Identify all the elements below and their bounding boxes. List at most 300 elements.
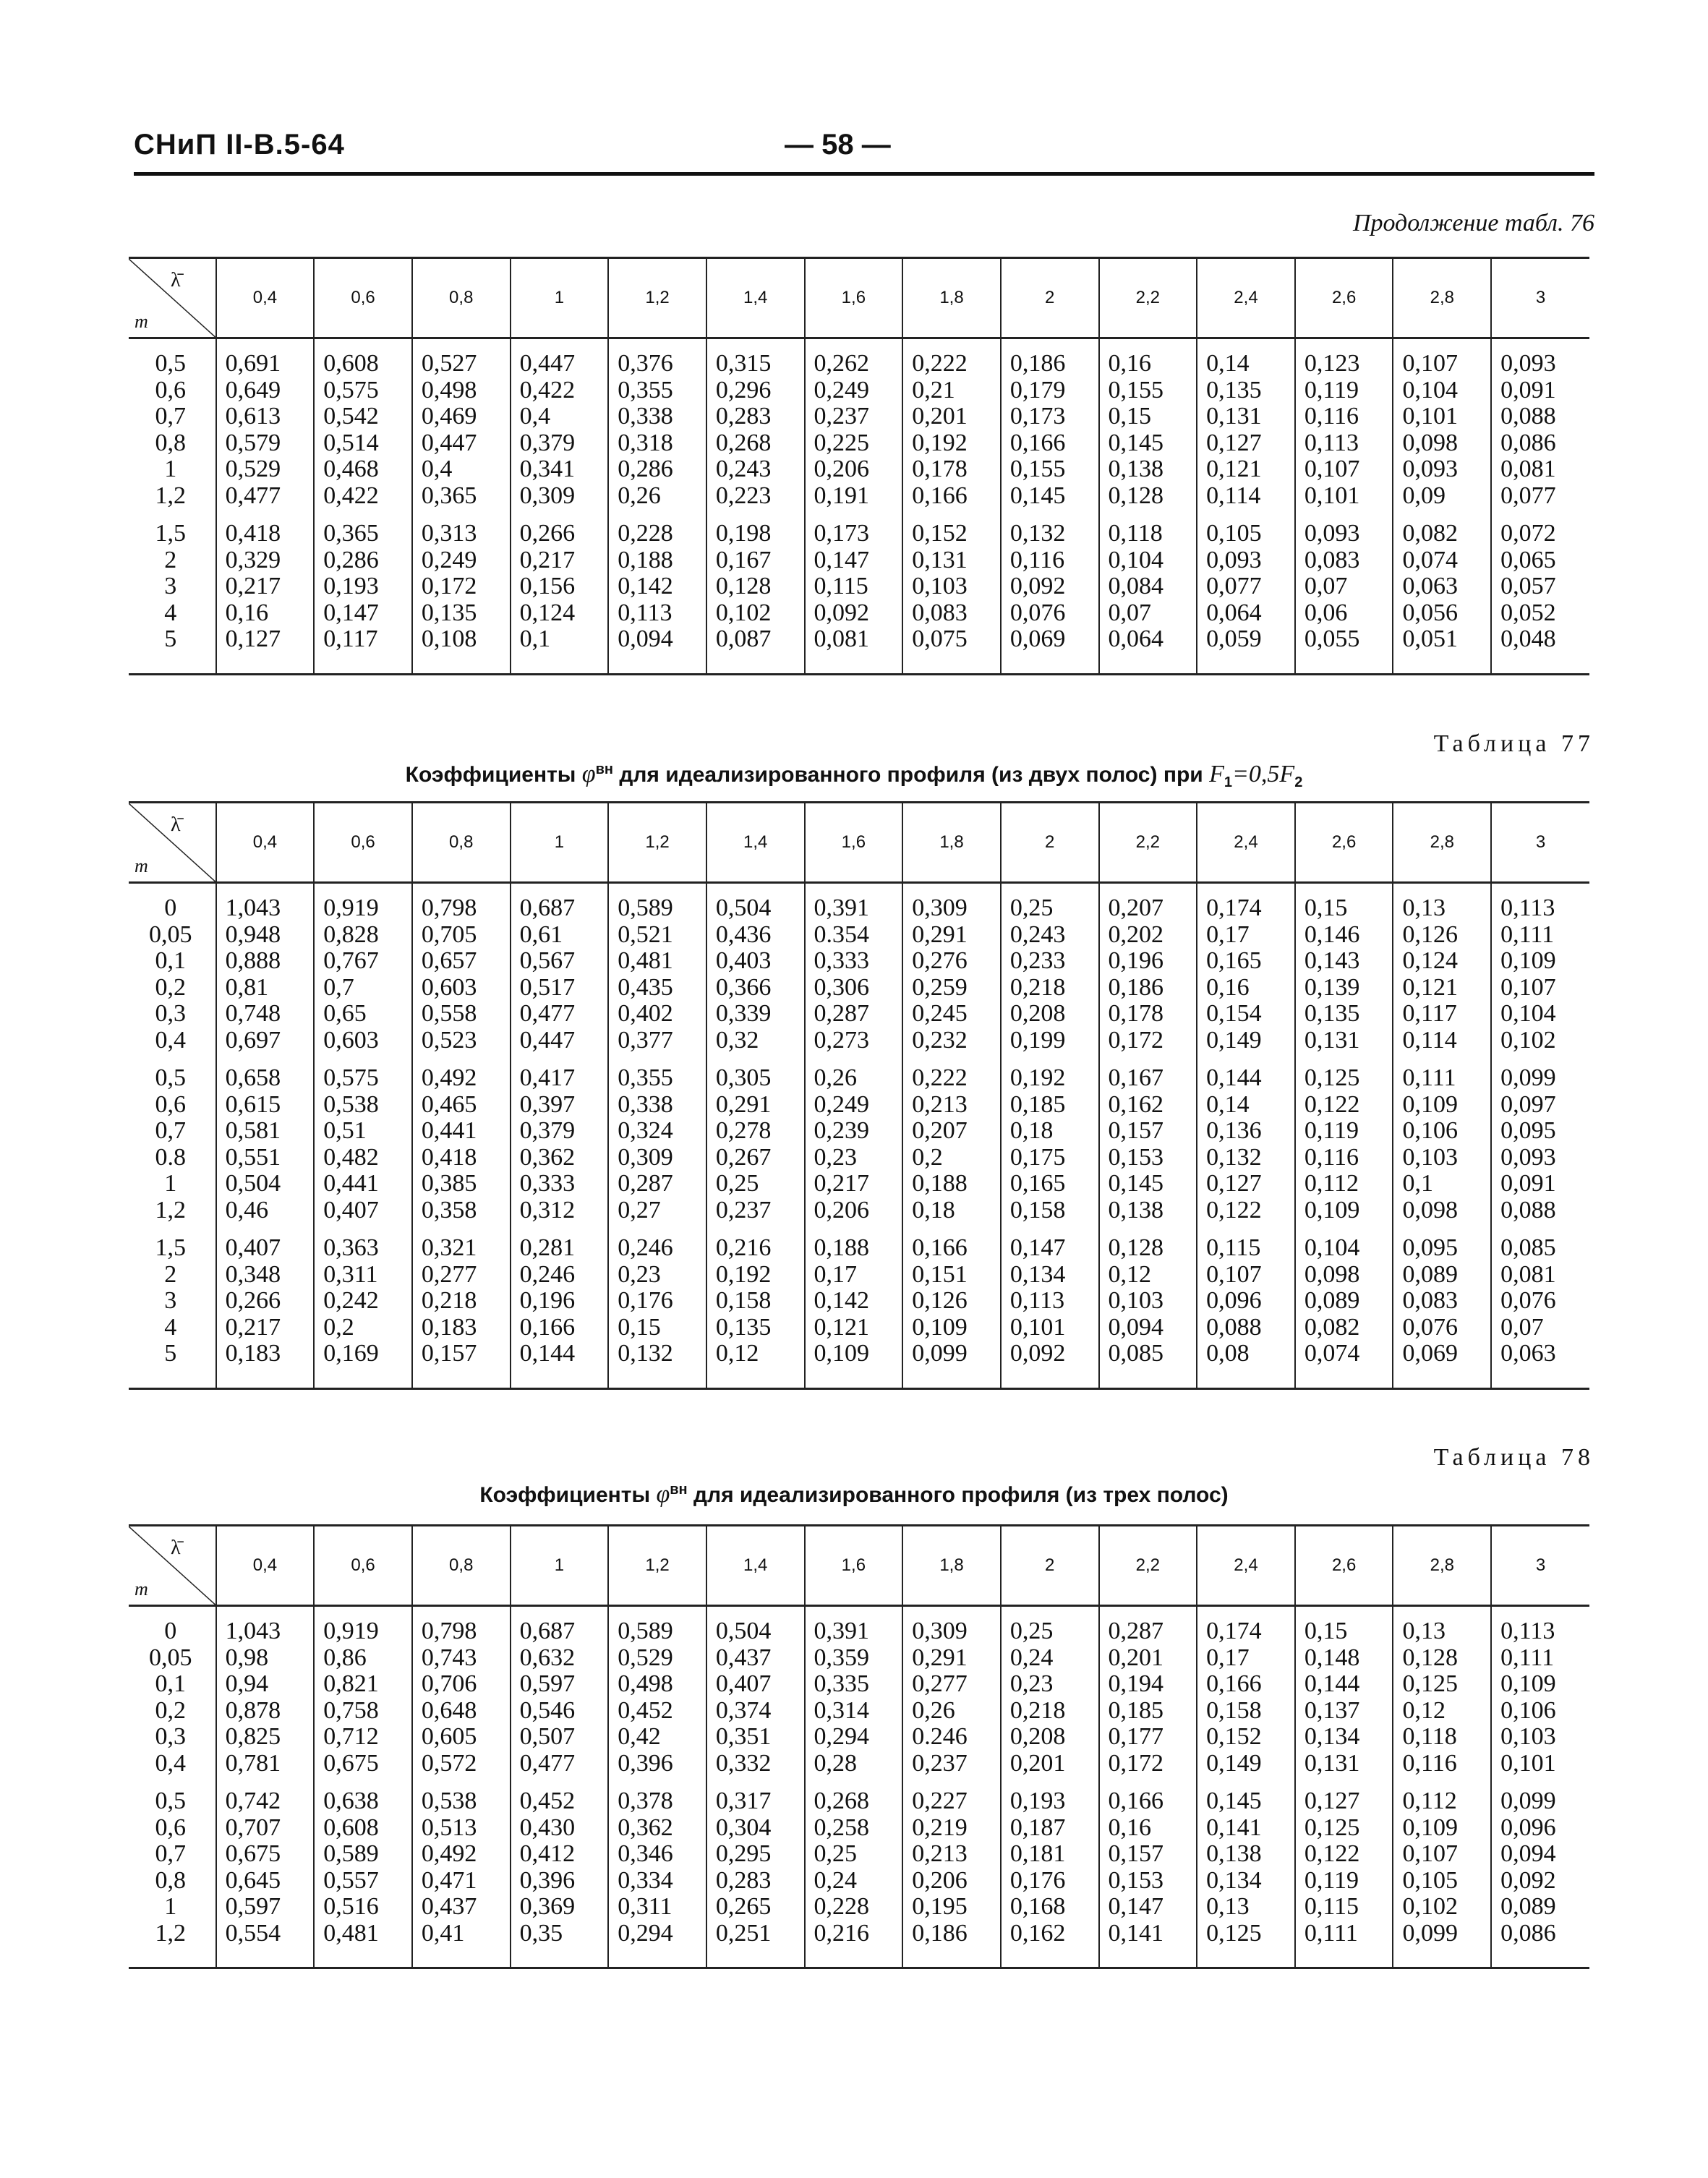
table-cell: 0,07 — [1099, 600, 1197, 627]
table-cell: 0,572 — [412, 1751, 511, 1777]
table-cell: 0,127 — [216, 626, 315, 674]
table-row — [129, 883, 1589, 922]
caption-eq: =0,5 — [1231, 761, 1280, 787]
table-cell: 0,128 — [1393, 1645, 1491, 1672]
table-row — [129, 483, 1589, 510]
table-cell: 0,217 — [511, 547, 609, 574]
m-value: 5 — [129, 1341, 216, 1388]
table-cell: 0,362 — [608, 1815, 706, 1842]
table-cell: 0,195 — [902, 1894, 1001, 1921]
m-value: 5 — [129, 626, 216, 674]
table-77 — [129, 801, 1589, 1390]
table-cell: 0,196 — [511, 1288, 609, 1315]
table-cell: 0,477 — [511, 1001, 609, 1028]
column-header: 1,8 — [902, 258, 1001, 338]
table-cell: 0,091 — [1491, 377, 1589, 404]
table-cell: 0,23 — [1001, 1671, 1099, 1698]
table-cell: 0,246 — [608, 1223, 706, 1262]
table-cell: 0,412 — [511, 1841, 609, 1868]
table-cell: 0,092 — [1491, 1868, 1589, 1895]
m-value: 0,5 — [155, 1788, 187, 1814]
table-cell: 0,26 — [902, 1698, 1001, 1725]
column-header: 1,8 — [902, 803, 1001, 883]
table-cell: 0,28 — [805, 1751, 903, 1777]
table-cell: 0,259 — [902, 975, 1001, 1002]
table-cell: 0,088 — [1491, 403, 1589, 430]
table-cell: 0,25 — [1001, 1606, 1099, 1645]
table-cell: 0,185 — [1001, 1092, 1099, 1119]
table-cell: 0,613 — [216, 403, 315, 430]
table-cell: 0,113 — [1491, 1606, 1589, 1645]
table-cell: 0,098 — [1393, 430, 1491, 457]
table-cell: 0,538 — [412, 1777, 511, 1815]
table-cell: 0,436 — [706, 922, 805, 949]
table-cell: 0,517 — [511, 975, 609, 1002]
table-cell: 0,093 — [1491, 1145, 1589, 1171]
table-cell: 0,06 — [1295, 600, 1393, 627]
table-cell: 0,216 — [805, 1921, 903, 1968]
table-cell: 0,158 — [1001, 1197, 1099, 1224]
table-cell: 0,492 — [412, 1841, 511, 1868]
table-cell: 0,42 — [608, 1724, 706, 1751]
table-cell: 0,154 — [1197, 1001, 1295, 1028]
table-cell: 0,25 — [706, 1171, 805, 1197]
table-cell: 0,333 — [805, 948, 903, 975]
table-cell: 0,077 — [1491, 483, 1589, 510]
table-row — [129, 975, 1589, 1002]
table-cell: 0,157 — [1099, 1841, 1197, 1868]
table-cell: 0,417 — [511, 1054, 609, 1092]
table-cell: 0,099 — [902, 1341, 1001, 1388]
page-header — [134, 129, 1594, 172]
table-cell: 0,529 — [216, 456, 315, 483]
table-row — [129, 403, 1589, 430]
table-cell: 0,265 — [706, 1894, 805, 1921]
caption-prefix: Коэффициенты — [479, 1483, 651, 1507]
column-header: 2,2 — [1099, 1526, 1197, 1606]
table-cell: 0,093 — [1393, 456, 1491, 483]
table-cell: 0.246 — [902, 1724, 1001, 1751]
table-cell: 0,144 — [1197, 1054, 1295, 1092]
table-cell: 0,318 — [608, 430, 706, 457]
table-cell: 0,123 — [1295, 338, 1393, 377]
table-cell: 0,165 — [1001, 1171, 1099, 1197]
table-cell: 0,087 — [706, 626, 805, 674]
table-cell: 0,309 — [902, 883, 1001, 922]
table-cell: 0,341 — [511, 456, 609, 483]
table-cell: 0,228 — [805, 1894, 903, 1921]
table-cell: 0,091 — [1491, 1171, 1589, 1197]
table-row — [129, 338, 1589, 377]
column-header: 3 — [1491, 1526, 1589, 1606]
table-cell: 0,12 — [706, 1341, 805, 1388]
table-cell: 0,658 — [216, 1054, 315, 1092]
table-cell: 0,317 — [706, 1777, 805, 1815]
table-cell: 0,186 — [1001, 338, 1099, 377]
table-cell: 0,504 — [706, 883, 805, 922]
table-cell: 0,139 — [1295, 975, 1393, 1002]
table-cell: 0,166 — [1099, 1777, 1197, 1815]
table-cell: 0,65 — [314, 1001, 412, 1028]
table-cell: 0,218 — [412, 1288, 511, 1315]
table-cell: 0,149 — [1197, 1751, 1295, 1777]
table-row — [129, 626, 1589, 674]
table-cell: 0,281 — [511, 1223, 609, 1262]
m-value: 0,1 — [155, 1670, 187, 1697]
table-cell: 0,291 — [706, 1092, 805, 1119]
table-cell: 0,435 — [608, 975, 706, 1002]
table-cell: 0,378 — [608, 1777, 706, 1815]
table-cell: 0,707 — [216, 1815, 315, 1842]
table-cell: 0,15 — [1295, 1606, 1393, 1645]
table-cell: 0,35 — [511, 1921, 609, 1968]
m-value: 1,5 — [155, 520, 187, 547]
column-header: 1,4 — [706, 803, 805, 883]
table-cell: 0,2 — [314, 1315, 412, 1341]
table-cell: 0,162 — [1099, 1092, 1197, 1119]
table-cell: 0,355 — [608, 1054, 706, 1092]
table-cell: 0,063 — [1491, 1341, 1589, 1388]
table-cell: 0,538 — [314, 1092, 412, 1119]
table-cell: 0,094 — [1491, 1841, 1589, 1868]
table-cell: 0,109 — [1393, 1092, 1491, 1119]
m-value: 0,2 — [155, 1696, 187, 1724]
table-cell: 0,167 — [706, 547, 805, 574]
table-cell: 0,191 — [805, 483, 903, 510]
table-cell: 0,125 — [1393, 1671, 1491, 1698]
table-cell: 0,199 — [1001, 1028, 1099, 1054]
header-rule — [134, 172, 1594, 176]
table-cell: 0,575 — [314, 377, 412, 404]
table-cell: 0,15 — [608, 1315, 706, 1341]
table-cell: 0,147 — [805, 547, 903, 574]
table-cell: 0,268 — [706, 430, 805, 457]
table-cell: 0,134 — [1197, 1868, 1295, 1895]
table-row — [129, 1868, 1589, 1895]
table-cell: 0,376 — [608, 338, 706, 377]
table-cell: 0,15 — [1099, 403, 1197, 430]
table-cell: 0,111 — [1393, 1054, 1491, 1092]
table-cell: 0,112 — [1393, 1777, 1491, 1815]
table-row — [129, 509, 1589, 547]
table-cell: 0,25 — [805, 1841, 903, 1868]
table-row — [129, 430, 1589, 457]
table-cell: 0,213 — [902, 1841, 1001, 1868]
table-cell: 0,095 — [1393, 1223, 1491, 1262]
table-cell: 0,135 — [412, 600, 511, 627]
m-label: m — [134, 855, 148, 876]
table-cell: 0,249 — [412, 547, 511, 574]
table-cell: 0,098 — [1295, 1262, 1393, 1289]
table-cell: 0,391 — [805, 1606, 903, 1645]
table-cell: 0,217 — [216, 573, 315, 600]
table-cell: 0,201 — [1099, 1645, 1197, 1672]
table-cell: 0,366 — [706, 975, 805, 1002]
table-cell: 0,111 — [1295, 1921, 1393, 1968]
column-header: 1,2 — [608, 803, 706, 883]
table-cell: 0,144 — [511, 1341, 609, 1388]
table-row — [129, 1028, 1589, 1054]
column-header: 2,6 — [1295, 803, 1393, 883]
table-cell: 0,286 — [608, 456, 706, 483]
table-cell: 0,131 — [1295, 1028, 1393, 1054]
table-cell: 0,21 — [902, 377, 1001, 404]
table-cell: 0,188 — [608, 547, 706, 574]
table-cell: 0,074 — [1393, 547, 1491, 574]
table-cell: 0,113 — [1001, 1288, 1099, 1315]
table-cell: 0,131 — [1295, 1751, 1393, 1777]
table-cell: 0,186 — [902, 1921, 1001, 1968]
table-row — [129, 1724, 1589, 1751]
table-cell: 0,828 — [314, 922, 412, 949]
table-cell: 0,469 — [412, 403, 511, 430]
table-cell: 0,283 — [706, 1868, 805, 1895]
column-header: 0,8 — [412, 1526, 511, 1606]
table-cell: 0,196 — [1099, 948, 1197, 975]
table-cell: 0,222 — [902, 1054, 1001, 1092]
lambda-label: λ̄ — [171, 1537, 181, 1559]
m-value: 0,8 — [155, 429, 187, 456]
table-cell: 0,121 — [1393, 975, 1491, 1002]
table-cell: 0,206 — [805, 456, 903, 483]
table-cell: 0,237 — [902, 1751, 1001, 1777]
column-header: 2 — [1001, 258, 1099, 338]
table-cell: 0,138 — [1099, 1197, 1197, 1224]
table-cell: 0,14 — [1197, 338, 1295, 377]
table-cell: 0,603 — [314, 1028, 412, 1054]
table-cell: 0,523 — [412, 1028, 511, 1054]
table-cell: 0,192 — [902, 430, 1001, 457]
table-cell: 0,18 — [902, 1197, 1001, 1224]
table-cell: 0,082 — [1295, 1315, 1393, 1341]
m-value: 4 — [164, 1313, 177, 1341]
table-cell: 0,101 — [1295, 483, 1393, 510]
table-row — [129, 547, 1589, 574]
caption-sup: вн — [670, 1482, 688, 1498]
table-cell: 0,126 — [1393, 922, 1491, 949]
table-cell: 0,107 — [1393, 1841, 1491, 1868]
table-cell: 0,291 — [902, 922, 1001, 949]
table-cell: 0,103 — [1393, 1145, 1491, 1171]
table-cell: 0,076 — [1491, 1288, 1589, 1315]
table-cell: 0,174 — [1197, 883, 1295, 922]
m-value: 1,2 — [129, 1921, 216, 1968]
table-cell: 0,063 — [1393, 573, 1491, 600]
table-cell: 0,24 — [1001, 1645, 1099, 1672]
table-cell: 0,153 — [1099, 1145, 1197, 1171]
table-row — [129, 1118, 1589, 1145]
table-cell: 0,286 — [314, 547, 412, 574]
m-value: 0,5 — [155, 1064, 187, 1091]
table-cell: 0,589 — [608, 883, 706, 922]
m-value: 3 — [164, 1287, 177, 1314]
table-cell: 0,407 — [706, 1671, 805, 1698]
table-cell: 0,266 — [511, 509, 609, 547]
table-cell: 0,309 — [608, 1145, 706, 1171]
table-cell: 0,7 — [314, 975, 412, 1002]
table-cell: 0,377 — [608, 1028, 706, 1054]
table-cell: 0,315 — [706, 338, 805, 377]
table-cell: 0,638 — [314, 1777, 412, 1815]
m-value: 0,7 — [155, 1840, 187, 1867]
table-cell: 0,201 — [1001, 1751, 1099, 1777]
table-row — [129, 1645, 1589, 1672]
table-cell: 0,233 — [1001, 948, 1099, 975]
table-cell: 0,603 — [412, 975, 511, 1002]
table-cell: 0,237 — [805, 403, 903, 430]
table-cell: 0,359 — [805, 1645, 903, 1672]
table-cell: 0,166 — [511, 1315, 609, 1341]
table-cell: 0,919 — [314, 1606, 412, 1645]
table-cell: 0,077 — [1197, 573, 1295, 600]
table-cell: 0,243 — [706, 456, 805, 483]
table-cell: 0,249 — [805, 1092, 903, 1119]
table-cell: 0,13 — [1197, 1894, 1295, 1921]
table-cell: 0,94 — [216, 1671, 315, 1698]
table-cell: 0,132 — [1001, 509, 1099, 547]
table-cell: 0,691 — [216, 338, 315, 377]
table-cell: 0,246 — [511, 1262, 609, 1289]
table-cell: 0,092 — [1001, 573, 1099, 600]
table-cell: 0,166 — [902, 1223, 1001, 1262]
table-cell: 0,122 — [1295, 1092, 1393, 1119]
table-cell: 0,527 — [412, 338, 511, 377]
table-cell: 0,16 — [1099, 338, 1197, 377]
table-cell: 0,452 — [608, 1698, 706, 1725]
table-row — [129, 1315, 1589, 1341]
table-cell: 0,615 — [216, 1092, 315, 1119]
table-cell: 0,748 — [216, 1001, 315, 1028]
table-cell: 0,156 — [511, 573, 609, 600]
table-cell: 0,482 — [314, 1145, 412, 1171]
table-cell: 0,094 — [1099, 1315, 1197, 1341]
m-value: 0,1 — [155, 947, 187, 974]
table-cell: 0,17 — [1197, 922, 1295, 949]
table-cell: 0,287 — [1099, 1606, 1197, 1645]
table-cell: 0,198 — [706, 509, 805, 547]
column-header: 1,8 — [902, 1526, 1001, 1606]
table-cell: 0,146 — [1295, 922, 1393, 949]
table-cell: 0,083 — [1295, 547, 1393, 574]
table-cell: 0,131 — [902, 547, 1001, 574]
table-cell: 0,099 — [1491, 1054, 1589, 1092]
table-cell: 0,277 — [902, 1671, 1001, 1698]
table-cell: 0,437 — [412, 1894, 511, 1921]
table-cell: 0,268 — [805, 1777, 903, 1815]
table-cell: 0,608 — [314, 1815, 412, 1842]
table-cell: 0,16 — [1099, 1815, 1197, 1842]
m-value: 0,2 — [155, 973, 187, 1001]
column-header: 0,4 — [216, 803, 315, 883]
table-cell: 0,391 — [805, 883, 903, 922]
table-cell: 0,128 — [706, 573, 805, 600]
table-cell: 0,237 — [706, 1197, 805, 1224]
table-cell: 0,145 — [1099, 1171, 1197, 1197]
table-cell: 0,15 — [1295, 883, 1393, 922]
table-cell: 0,251 — [706, 1921, 805, 1968]
table-cell: 0,16 — [216, 600, 315, 627]
table-cell: 0,142 — [608, 573, 706, 600]
table-cell: 0,094 — [608, 626, 706, 674]
table-cell: 0,222 — [902, 338, 1001, 377]
table78-label: Таблица 78 — [1433, 1444, 1594, 1471]
caption-sub2: 2 — [1294, 774, 1303, 790]
table-cell: 0,158 — [706, 1288, 805, 1315]
table-cell: 0,141 — [1099, 1921, 1197, 1968]
table-cell: 0,088 — [1491, 1197, 1589, 1224]
table-cell: 0,083 — [1393, 1288, 1491, 1315]
table-cell: 0,567 — [511, 948, 609, 975]
table77-caption — [0, 761, 1708, 791]
table-cell: 0,119 — [1295, 1118, 1393, 1145]
table-cell: 0,551 — [216, 1145, 315, 1171]
table-cell: 0,558 — [412, 1001, 511, 1028]
table-cell: 0,287 — [805, 1001, 903, 1028]
table-cell: 0,193 — [314, 573, 412, 600]
table-cell: 1,043 — [216, 883, 315, 922]
lambda-label: λ̄ — [171, 813, 181, 836]
table-cell: 0,122 — [1197, 1197, 1295, 1224]
table-cell: 0,065 — [1491, 547, 1589, 574]
m-value: 0,05 — [149, 921, 192, 948]
table-cell: 0,178 — [902, 456, 1001, 483]
table-cell: 0,114 — [1393, 1028, 1491, 1054]
table-cell: 0,546 — [511, 1698, 609, 1725]
table-cell: 0,207 — [902, 1118, 1001, 1145]
table-cell: 0,147 — [1099, 1894, 1197, 1921]
table-cell: 0,092 — [1001, 1341, 1099, 1388]
table-cell: 0,589 — [314, 1841, 412, 1868]
column-header: 0,4 — [216, 258, 315, 338]
table-cell: 0,481 — [314, 1921, 412, 1968]
table-cell: 0,112 — [1295, 1171, 1393, 1197]
table-cell: 0,18 — [1001, 1118, 1099, 1145]
table-cell: 0,213 — [902, 1092, 1001, 1119]
table-cell: 0,581 — [216, 1118, 315, 1145]
table-cell: 0,169 — [314, 1341, 412, 1388]
table-cell: 0,109 — [1491, 1671, 1589, 1698]
column-header: 2,6 — [1295, 258, 1393, 338]
table-cell: 0,111 — [1491, 1645, 1589, 1672]
table-cell: 0,51 — [314, 1118, 412, 1145]
table-cell: 0,304 — [706, 1815, 805, 1842]
table-cell: 0,147 — [1001, 1223, 1099, 1262]
table-cell: 0,145 — [1099, 430, 1197, 457]
table-cell: 0,116 — [1295, 403, 1393, 430]
table-cell: 0,103 — [902, 573, 1001, 600]
table-cell: 0,397 — [511, 1092, 609, 1119]
table-cell: 0,4 — [412, 456, 511, 483]
table-cell: 0,309 — [902, 1606, 1001, 1645]
table-cell: 0,102 — [1491, 1028, 1589, 1054]
table-cell: 0,176 — [608, 1288, 706, 1315]
table-cell: 0,188 — [805, 1223, 903, 1262]
table-cell: 0,103 — [1099, 1288, 1197, 1315]
caption-f1: F — [1209, 761, 1224, 787]
table-cell: 0,61 — [511, 922, 609, 949]
column-header: 1,6 — [805, 803, 903, 883]
m-value: 2 — [164, 1260, 177, 1288]
table-cell: 0,311 — [608, 1894, 706, 1921]
table-cell: 0,166 — [1197, 1671, 1295, 1698]
table-cell: 0,17 — [1197, 1645, 1295, 1672]
table-cell: 0,113 — [608, 600, 706, 627]
table-cell: 0,116 — [1393, 1751, 1491, 1777]
table-cell: 0,075 — [902, 626, 1001, 674]
corner-cell — [129, 1526, 216, 1606]
table-cell: 0,132 — [608, 1341, 706, 1388]
table-cell: 0,529 — [608, 1645, 706, 1672]
